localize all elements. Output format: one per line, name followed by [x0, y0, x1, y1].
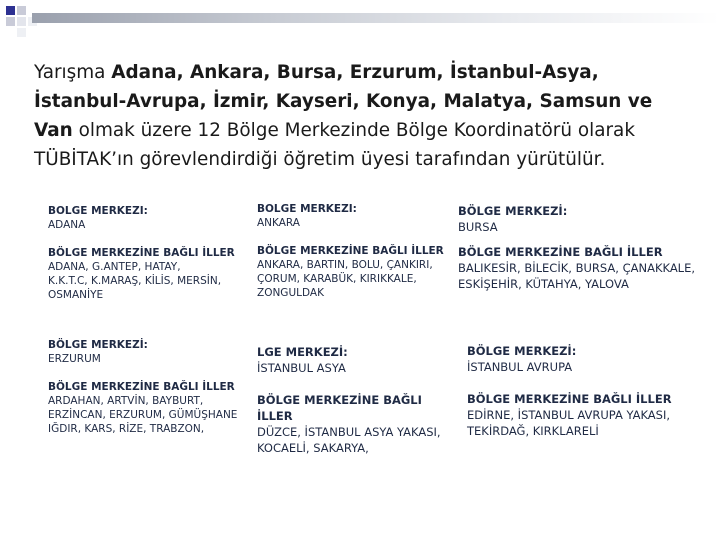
region-province-line: ANKARA, BARTIN, BOLU, ÇANKIRI, [257, 259, 433, 271]
region-province-line: K.K.T.C, K.MARAŞ, KİLİS, MERSİN, [48, 275, 222, 287]
intro-text-end: olmak üzere 12 Bölge Merkezinde Bölge Koordinatörü olarak TÜBİTAK’ın görevlendirdiği öğretim üyesi tarafından yürütülür. [34, 120, 635, 170]
region-center-label: LGE MERKEZİ: [257, 345, 348, 359]
region-center: ANKARA [257, 217, 300, 229]
region-center-label: BÖLGE MERKEZİ: [467, 344, 577, 358]
region-province-line: BALIKESİR, BİLECİK, BURSA, ÇANAKKALE, [458, 261, 696, 275]
intro-paragraph [34, 58, 694, 174]
region-provinces-label: BÖLGE MERKEZİNE BAĞLI İLLER [467, 392, 672, 406]
region-province-line: IĞDIR, KARS, RİZE, TRABZON, [48, 423, 205, 435]
region-center-label: BOLGE MERKEZI: [48, 205, 148, 217]
region-center: İSTANBUL AVRUPA [467, 360, 573, 374]
region-province-line: ZONGULDAK [257, 287, 324, 299]
region-block-adana [48, 204, 248, 302]
region-province-line: OSMANİYE [48, 289, 104, 301]
region-province-line: ERZİNCAN, ERZURUM, GÜMÜŞHANE [48, 409, 238, 421]
region-block-istanbul-avrupa [467, 343, 720, 439]
region-province-line: ESKİŞEHİR, KÜTAHYA, YALOVA [458, 277, 629, 291]
region-center-label: BOLGE MERKEZI: [257, 203, 357, 215]
region-center: ADANA [48, 219, 86, 231]
region-province-line: ÇORUM, KARABÜK, KIRIKKALE, [257, 273, 417, 285]
region-block-bursa [458, 203, 720, 292]
region-center: İSTANBUL ASYA [257, 361, 346, 375]
region-center-label: BÖLGE MERKEZİ: [48, 339, 148, 351]
region-province-line: TEKİRDAĞ, KIRKLARELİ [467, 424, 599, 438]
region-center-label: BÖLGE MERKEZİ: [458, 204, 568, 218]
region-provinces-label: BÖLGE MERKEZİNE BAĞLI İLLER [458, 245, 663, 259]
region-provinces-label: BÖLGE MERKEZİNE BAĞLI İLLER [48, 381, 235, 393]
region-block-erzurum [48, 338, 248, 440]
intro-cities: Adana, Ankara, Bursa, Erzurum, İstanbul-Asya, İstanbul-Avrupa, İzmir, Kayseri, Konya, Malatya, Samsun ve Van [34, 62, 653, 141]
region-provinces-label: BÖLGE MERKEZİNE BAĞLI İLLER [257, 245, 444, 257]
region-center: BURSA [458, 220, 498, 234]
region-provinces-label: BÖLGE MERKEZİNE BAĞLI İLLER [48, 247, 235, 259]
region-province-line: ADANA, G.ANTEP, HATAY, [48, 261, 181, 273]
region-center: ERZURUM [48, 353, 101, 365]
region-provinces-label: BÖLGE MERKEZİNE BAĞLI İLLER [257, 393, 422, 423]
region-province-line: KOCAELİ, SAKARYA, [257, 441, 369, 455]
region-province-line: EDİRNE, İSTANBUL AVRUPA YAKASI, [467, 408, 671, 422]
region-block-istanbul-asya [257, 344, 457, 455]
header-bar [32, 13, 720, 23]
region-block-ankara [257, 202, 452, 300]
region-province-line: ARDAHAN, ARTVİN, BAYBURT, [48, 395, 204, 407]
region-province-line: DÜZCE, İSTANBUL ASYA YAKASI, [257, 425, 441, 439]
intro-text-start: Yarışma [34, 62, 112, 83]
